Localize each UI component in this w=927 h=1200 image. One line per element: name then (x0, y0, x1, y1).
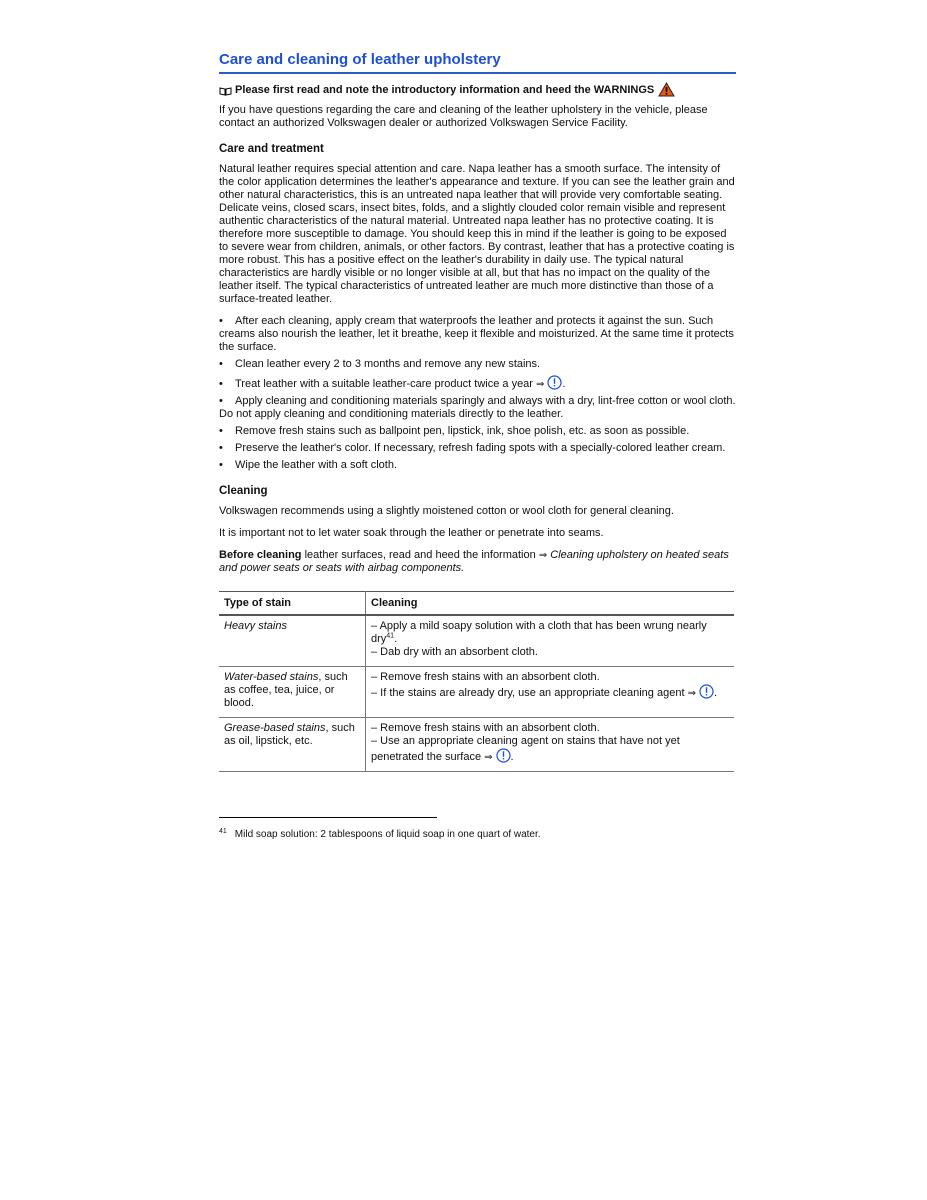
list-item: • Wipe the leather with a soft cloth. (219, 459, 398, 471)
care-paragraph: Natural leather requires special attention and care. Napa leather has a smooth surface. The intensity of the color application determines the leather's appearance and texture. If you can see the leather grain and other natural characteristics, this is an untreated napa leather that will provide very comfortable seating. Delicate veins, closed scars, insect bites, folds, and a slightly clouded color remain visible and represent authentic characteristics of the natural material. Untreated napa leather has no protective coating. It is therefore more susceptible to damage. You should keep this in mind if the leather is going to be exposed to severe wear from children, animals, or other factors. By contrast, leather that has a protective coating is more robust. This has a positive effect on the leather's durability in daily use. The typical natural characteristics are hardly visible or no longer visible at all, but that has no impact on the quality of the leather itself. The typical characteristics of untreated leather are much more distinctive than those of a surface-treated leather. (219, 163, 735, 305)
cleaning-paragraph-2: It is important not to let water soak through the leather or penetrate into seams. (219, 527, 604, 539)
cleaning-cell: – Apply a mild soapy solution with a cloth that has been wrung nearly dry$^{41}$. – Dab dry with an absorbent cloth. (371, 620, 707, 658)
cleaning-cell: – Remove fresh stains with an absorbent cloth. – Use an appropriate cleaning agent on stains that have not yet penetrated the surface ⇒ . (371, 722, 680, 763)
stain-type-cell: Water-based stains, such as coffee, tea, juice, or blood. (219, 667, 366, 718)
table-row (219, 615, 734, 667)
cleaning-cell: – Remove fresh stains with an absorbent cloth. – If the stains are already dry, use an appropriate cleaning agent ⇒ . (371, 671, 718, 699)
intro-heading: Please first read and note the introductory information and heed the WARNINGS (235, 84, 655, 96)
table-row (219, 718, 734, 772)
stain-type-cell: Heavy stains (219, 615, 366, 667)
table-header-row (219, 592, 734, 616)
intro-heading-row (219, 84, 736, 97)
list-item: • Clean leather every 2 to 3 months and remove any new stains. (219, 358, 541, 370)
stain-type-cell: Grease-based stains, such as oil, lipstick, etc. (219, 718, 366, 772)
book-icon (219, 86, 232, 96)
page-title: Care and cleaning of leather upholstery (219, 50, 736, 74)
before-cleaning-note: Before cleaning leather surfaces, read and heed the information ⇒ Cleaning upholstery on heated seats and power seats or seats with airbag components. (219, 549, 729, 574)
notice-circle-icon (699, 684, 714, 699)
list-item: • Treat leather with a suitable leather-care product twice a year ⇒ . (219, 375, 736, 391)
stain-table (219, 591, 734, 772)
column-header: Cleaning (371, 597, 418, 609)
cleaning-paragraph-1: Volkswagen recommends using a slightly moistened cotton or wool cloth for general cleaning. (219, 505, 674, 517)
footnote (219, 829, 541, 841)
list-item: • After each cleaning, apply cream that waterproofs the leather and protects it against the sun. Such creams also nourish the leather, let it breathe, keep it flexible and moisturized. At the same time it protects the surface. (219, 315, 734, 353)
notice-circle-icon (496, 748, 511, 763)
warning-triangle-icon (658, 82, 675, 97)
footnote-number: 41 (219, 827, 227, 835)
cross-reference-link[interactable]: Cleaning upholstery on heated seats and power seats or seats with airbag components. (219, 549, 729, 574)
list-item: • Preserve the leather's color. If necessary, refresh fading spots with a specially-colored leather cream. (219, 442, 726, 454)
document-page (219, 50, 736, 772)
column-header: Type of stain (219, 592, 366, 616)
footnote-divider (219, 817, 437, 818)
care-heading: Care and treatment (219, 143, 324, 155)
intro-text: If you have questions regarding the care and cleaning of the leather upholstery in the vehicle, please contact an authorized Volkswagen dealer or authorized Volkswagen Service Facility. (219, 104, 708, 129)
list-item: • Apply cleaning and conditioning materials sparingly and always with a dry, lint-free cotton or wool cloth. Do not apply cleaning and conditioning materials directly to the leather. (219, 395, 736, 420)
table-row (219, 667, 734, 718)
list-item: • Remove fresh stains such as ballpoint pen, lipstick, ink, shoe polish, etc. as soon as possible. (219, 425, 690, 437)
notice-circle-icon (547, 375, 562, 390)
footnote-text: Mild soap solution: 2 tablespoons of liquid soap in one quart of water. (234, 829, 541, 840)
cleaning-heading: Cleaning (219, 485, 268, 497)
footnote-reference[interactable]: 41 (386, 632, 395, 640)
